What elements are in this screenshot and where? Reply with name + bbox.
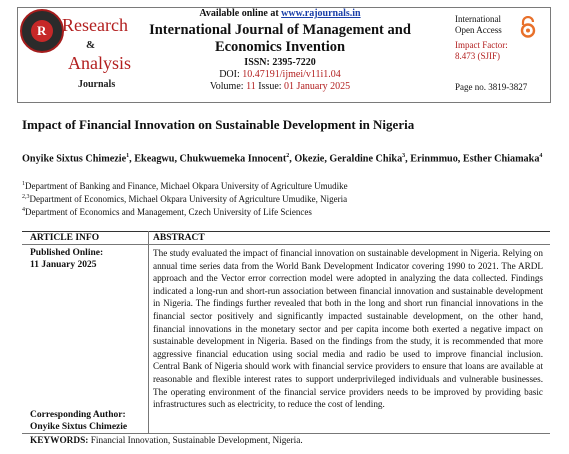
keywords-text: Financial Innovation, Sustainable Development, Nigeria. [90,436,303,446]
doi-link[interactable]: 10.47191/ijmei/v11i1.04 [242,69,341,80]
table-header-rule [22,244,550,245]
journal-info [120,8,440,93]
journal-seal-icon: R [20,9,64,53]
article-info-heading: ARTICLE INFO [30,233,100,243]
open-access-label: Open Access [455,25,502,35]
author-name: Erinmmuo, Esther Chiamaka [410,153,540,165]
impact-factor-label: Impact Factor: [455,40,508,50]
journal-title: International Journal of Management and Economics Invention [149,22,411,55]
logo-word-journals: Journals [78,79,116,90]
doi-line: DOI: 10.47191/ijmei/v11i1.04 [219,69,341,80]
abstract-text: The study evaluated the impact of financial innovation on sustainable development in Nigeria. Relying on annual time series data from the World Bank Development Indicator covering 1990 to 2021. The ARDL approach and the Vector error correction model were adopted in analyzing the data collected. Findings indicated a long-run and short-run association between financial innovation and sustainable development in Nigeria. The findings further revealed that both in the long and short run financial innovations in the financial sector positively and significantly impacted sustainable development, on the other hand, financial innovations in the monetary sector and per capita income both exerted a negative impact on sustainable development in Nigeria. Based on the findings from the study, it is recommended that more aggressive financial education using social media and radio be used to improve financial inclusion. Central Bank of Nigeria should work with financial service providers to ensure that loans are available at reasonable and flexible interest rates to support underprivileged individuals and vulnerable businesses. The operating environment of the financial service providers needs to be improved by providing basic infrastructures such as electricity, to reduce the cost of lending. [153,248,543,410]
journal-website-link[interactable]: www.rajournals.in [281,8,361,19]
keywords-label: KEYWORDS: [30,436,89,446]
article-title: Impact of Financial Innovation on Sustainable Development in Nigeria [22,117,415,132]
table-top-rule [22,231,550,232]
table-column-divider [148,231,149,433]
affiliation: $^4$Department of Economics and Management, Czech University of Life Sciences [22,207,312,217]
corresponding-author [30,409,127,433]
abstract-heading: ABSTRACT [153,233,205,243]
author-name: Onyike Sixtus Chimezie [22,153,127,165]
published-info [30,247,103,271]
international-label: International [455,14,501,24]
page-number: Page no. 3819-3827 [455,82,528,92]
impact-factor-value: 8.473 (SJIF) [455,51,501,61]
logo-word-analysis: Analysis [68,53,131,73]
journal-logo [20,9,131,99]
published-date: 11 January 2025 [30,260,97,270]
volume-issue: Volume: 11 Issue: 01 January 2025 [209,81,351,92]
logo-word-research: Research [62,15,128,35]
open-access-lock-icon [520,16,536,38]
affiliation: $^1$Department of Banking and Finance, Michael Okpara University of Agriculture Umudike [22,181,348,191]
corresponding-label: Corresponding Author: [30,410,126,420]
author-name: Ekeagwu, Chukwuemeka Innocent [134,153,287,165]
logo-ampersand: & [86,39,96,51]
keywords [30,436,303,446]
available-online: Available online at www.rajournals.in [199,8,361,19]
table-bottom-rule [22,433,550,434]
published-label: Published Online: [30,248,104,258]
corresponding-name: Onyike Sixtus Chimezie [30,422,128,432]
author-name: Okezie, Geraldine Chika [294,153,403,165]
author-list: Onyike Sixtus Chimezie$^1$, Ekeagwu, Chukwuemeka Innocent$^2$, Okezie, Geraldine Chika$^3$, Erinmmuo, Esther Chiamaka$^4$ [22,153,543,165]
issn: ISSN: 2395-7220 [244,57,316,68]
affiliation: $^{2,3}$Department of Economics, Michael Okpara University of Agriculture Umudike, Nigeria [22,194,348,204]
